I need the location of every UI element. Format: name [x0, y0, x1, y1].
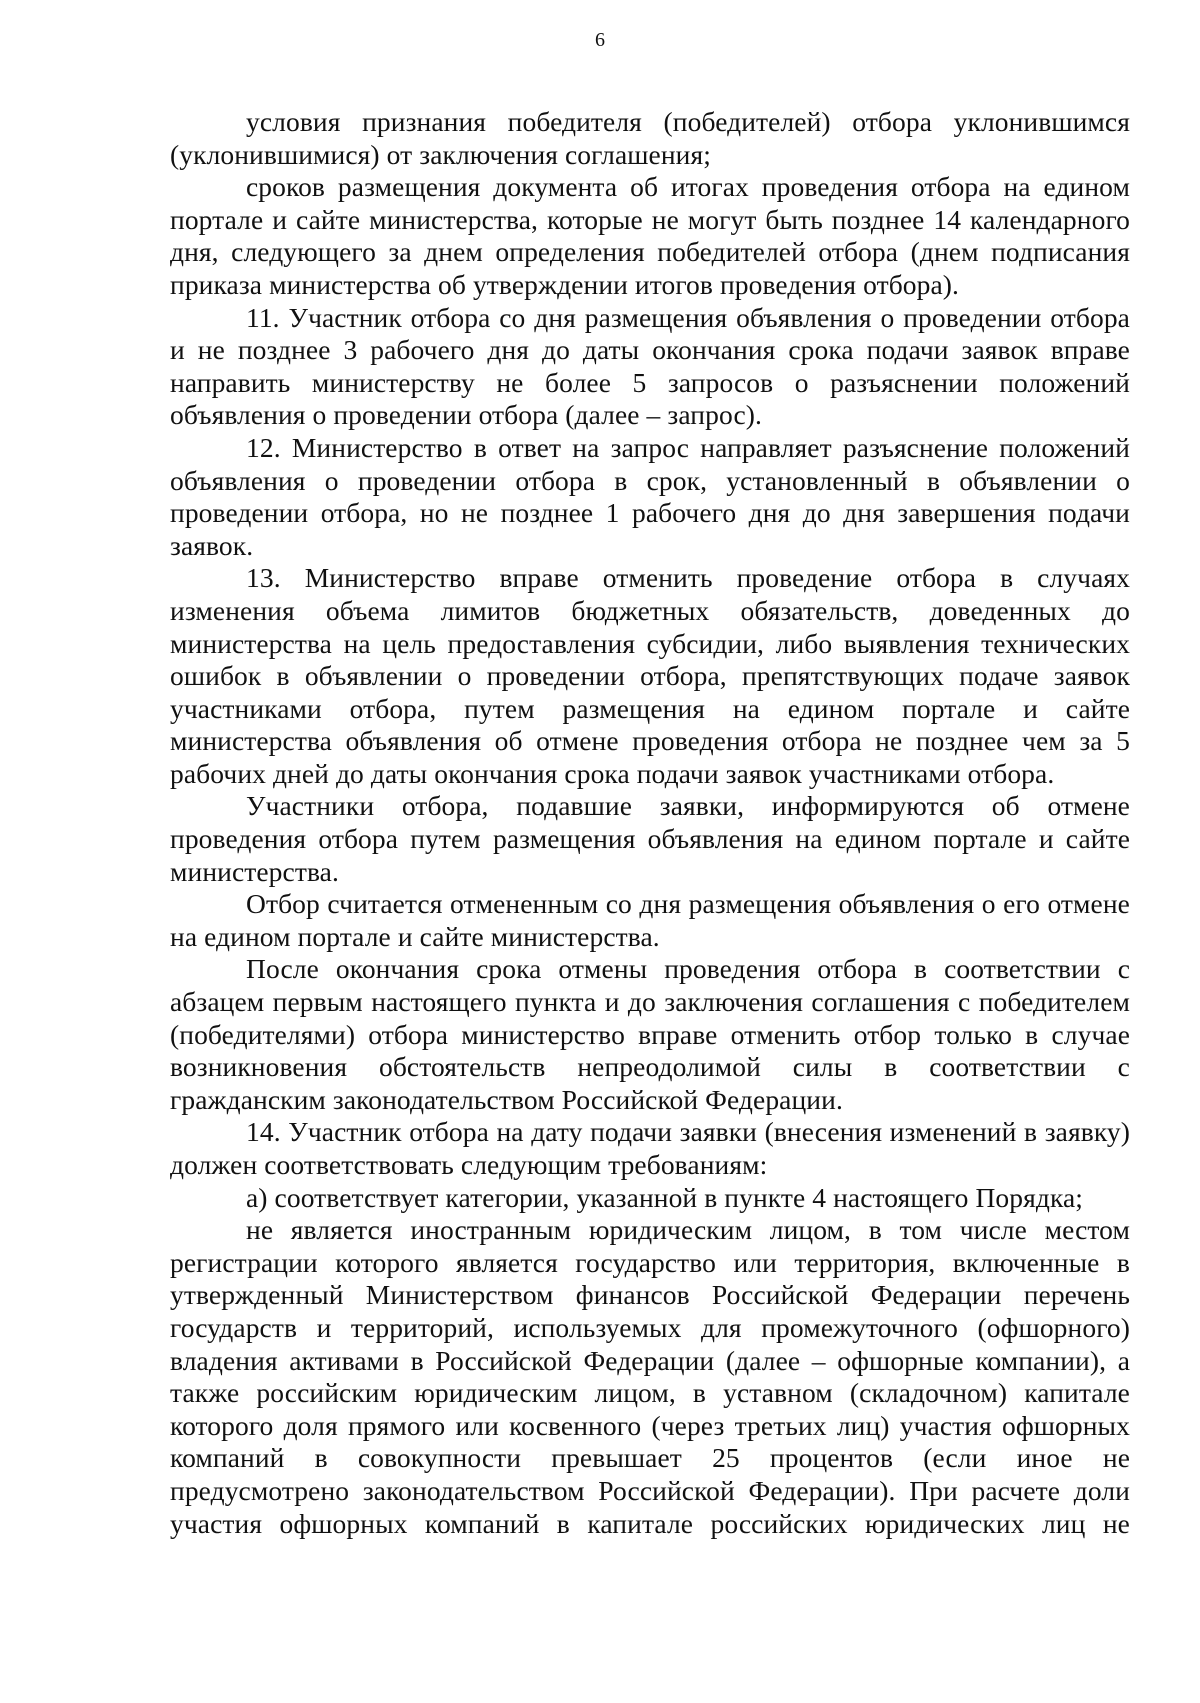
- paragraph-force-majeure: После окончания срока отмены проведения отбора в соответствии с абзацем первым настоящего пункта и до заключения соглашения с победителем (победителями) отбора министерство вправе отменить отбор только в случае возникновения обстоятельств непреодолимой силы в соответствии с гражданским законодательством Российской Федерации.: [170, 953, 1130, 1115]
- paragraph-selection-cancelled: Отбор считается отмененным со дня размещения объявления о его отмене на едином портале и сайте министерства.: [170, 888, 1130, 952]
- document-body: [170, 106, 1130, 1540]
- paragraph-clause-11: 11. Участник отбора со дня размещения объявления о проведении отбора и не позднее 3 рабочего дня до даты окончания срока подачи заявок вправе направить министерству не более 5 запросов о разъяснении положений объявления о проведении отбора (далее – запрос).: [170, 301, 1130, 431]
- paragraph-clause-14: 14. Участник отбора на дату подачи заявки (внесения изменений в заявку) должен соответствовать следующим требованиям:: [170, 1116, 1130, 1180]
- paragraph-results-deadline: сроков размещения документа об итогах проведения отбора на едином портале и сайте министерства, которые не могут быть позднее 14 календарного дня, следующего за днем определения победителей отбора (днем подписания приказа министерства об утверждении итогов проведения отбора).: [170, 171, 1130, 300]
- paragraph-requirement-a: а) соответствует категории, указанной в пункте 4 настоящего Порядка;: [246, 1181, 1084, 1213]
- paragraph-offshore-companies: не является иностранным юридическим лицом, в том числе местом регистрации которого является государство или территория, включенные в утвержденный Министерством финансов Российской Федерации перечень государств и территорий, используемых для промежуточного (офшорного) владения активами в Российской Федерации (далее – офшорные компании), а также российским юридическим лицом, в уставном (складочном) капитале которого доля прямого или косвенного (через третьих лиц) участия офшорных компаний в совокупности превышает 25 процентов (если иное не предусмотрено законодательством Российской Федерации). При расчете доли участия офшорных компаний в капитале российских юридических лиц не: [170, 1214, 1130, 1539]
- paragraph-clause-13: 13. Министерство вправе отменить проведение отбора в случаях изменения объема лимитов бюджетных обязательств, доведенных до министерства на цель предоставления субсидии, либо выявления технических ошибок в объявлении о проведении отбора, препятствующих подаче заявок участниками отбора, путем размещения на едином портале и сайте министерства объявления об отмене проведения отбора не позднее чем за 5 рабочих дней до даты окончания срока подачи заявок участниками отбора.: [170, 562, 1130, 789]
- paragraph-evasion-conditions: условия признания победителя (победителей) отбора уклонившимся (уклонившимися) от заключения соглашения;: [170, 106, 1130, 170]
- paragraph-clause-12: 12. Министерство в ответ на запрос направляет разъяснение положений объявления о проведении отбора в срок, установленный в объявлении о проведении отбора, но не позднее 1 рабочего дня до дня завершения подачи заявок.: [170, 431, 1130, 561]
- page-number: 6: [595, 29, 605, 51]
- paragraph-participants-informed: Участники отбора, подавшие заявки, информируются об отмене проведения отбора путем размещения объявления на едином портале и сайте министерства.: [170, 790, 1130, 887]
